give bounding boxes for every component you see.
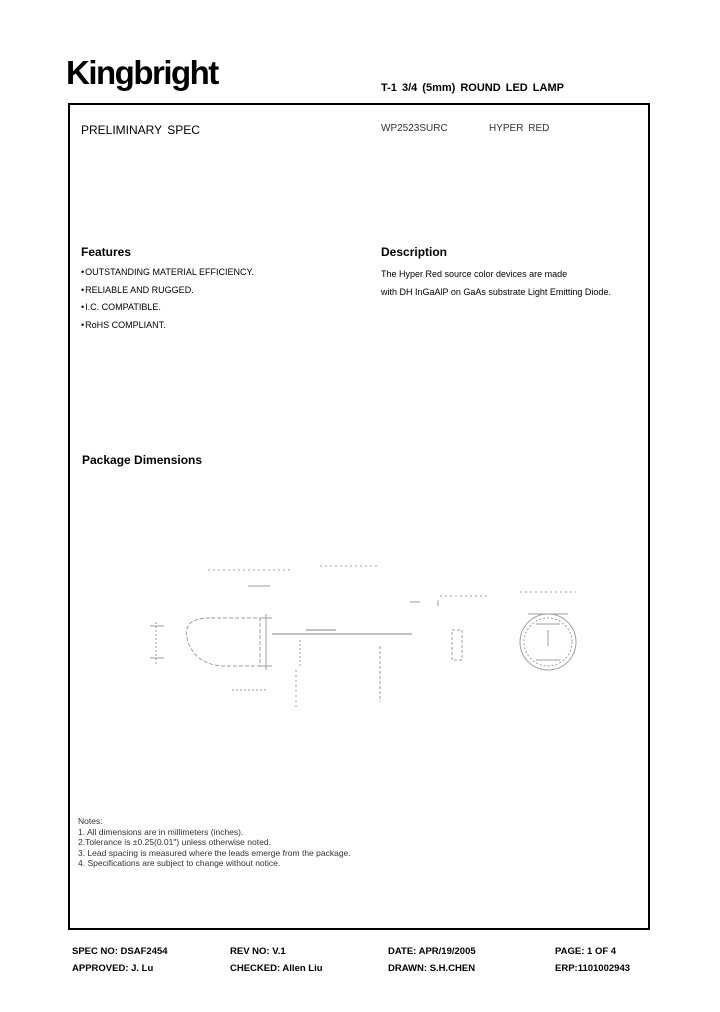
- description-heading: Description: [381, 245, 448, 259]
- feature-item: • RELIABLE AND RUGGED.: [81, 284, 254, 302]
- feature-item: • RoHS COMPLIANT.: [81, 319, 254, 337]
- features-heading: Features: [81, 245, 132, 259]
- erp-number: ERP:1101002943: [555, 963, 631, 974]
- spec-frame: [68, 103, 650, 930]
- spec-number: SPEC NO: DSAF2454: [72, 946, 168, 957]
- checked-by: CHECKED: Allen Liu: [230, 963, 323, 974]
- document-title: T-1 3/4 (5mm) ROUND LED LAMP: [381, 82, 564, 94]
- notes-title: Notes:: [78, 816, 103, 826]
- part-number: WP2523SURC: [381, 123, 448, 134]
- description-line: with DH InGaAlP on GaAs substrate Light Emitting Diode.: [381, 286, 611, 297]
- features-list: [81, 266, 254, 336]
- feature-item: • OUTSTANDING MATERIAL EFFICIENCY.: [81, 266, 254, 284]
- note-item: 1. All dimensions are in millimeters (inches).: [78, 826, 244, 837]
- note-item: 4. Specifications are subject to change without notice.: [78, 858, 281, 868]
- package-dimension-drawing: [140, 552, 600, 722]
- drawn-by: DRAWN: S.H.CHEN: [388, 963, 476, 974]
- page-number: PAGE: 1 OF 4: [555, 946, 617, 957]
- revision-number: REV NO: V.1: [230, 946, 286, 957]
- spec-status: PRELIMINARY SPEC: [81, 123, 200, 137]
- approved-by: APPROVED: J. Lu: [72, 963, 154, 974]
- issue-date: DATE: APR/19/2005: [388, 946, 476, 957]
- notes-list: [78, 816, 351, 869]
- package-dimensions-heading: Package Dimensions: [82, 453, 203, 467]
- description-line: The Hyper Red source color devices are made: [381, 269, 568, 279]
- note-item: 2.Tolerance is ±0.25(0.01") unless otherwise noted.: [78, 837, 271, 847]
- description-text: [381, 266, 646, 301]
- emitted-color: HYPER RED: [489, 123, 550, 134]
- note-item: 3. Lead spacing is measured where the leads emerge from the package.: [78, 847, 351, 858]
- brand-logo: Kingbright: [66, 54, 218, 91]
- feature-item: • I.C. COMPATIBLE.: [81, 301, 254, 319]
